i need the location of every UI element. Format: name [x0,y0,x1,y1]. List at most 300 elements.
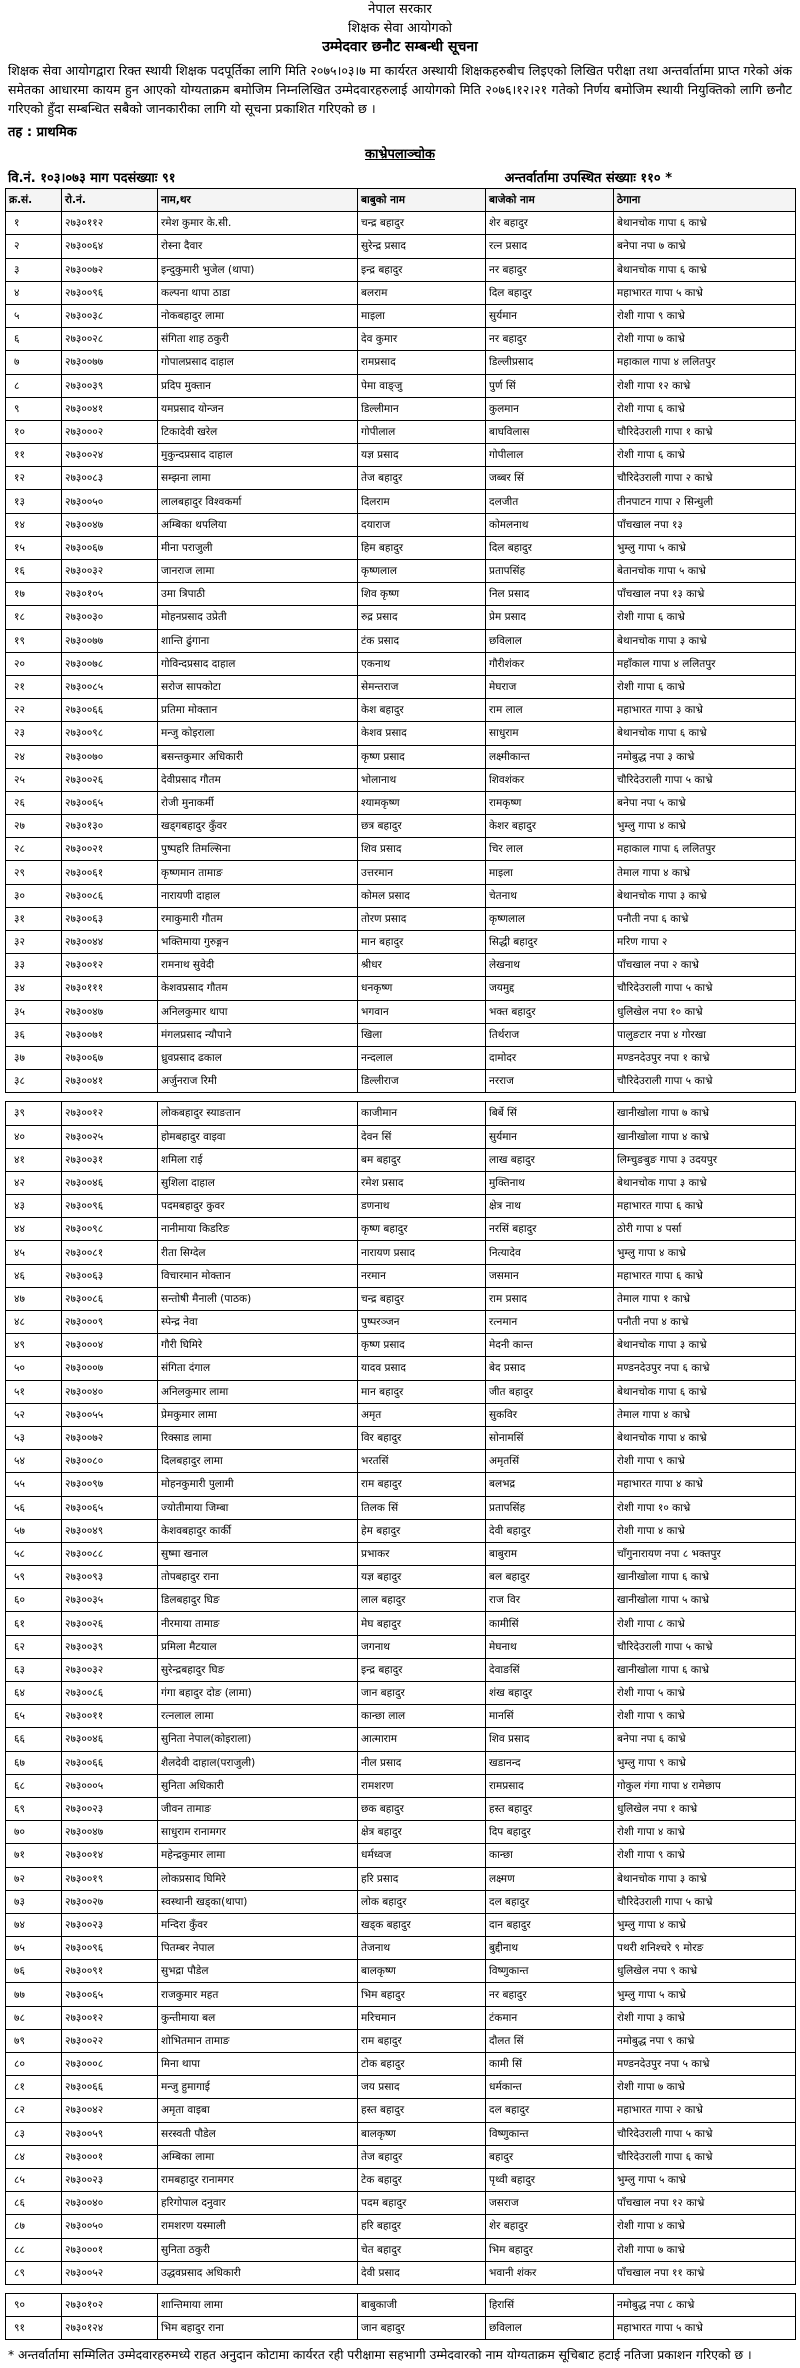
row-address: बेथानचोक गापा ६ काभ्रे [614,258,796,281]
row-roll: २७३००१२ [62,1102,158,1125]
row-name: खड्गबहादुर कुँवर [158,815,358,838]
row-roll: २७३००७२ [62,258,158,281]
table-row [6,1426,796,1449]
row-name: नीरमाया तामाङ [158,1612,358,1635]
row-grandfather: चिर लाल [486,838,614,861]
row-roll: २७३००८३ [62,467,158,490]
row-roll: २७३००६७ [62,1046,158,1069]
row-address: खानीखोला गापा ७ काभ्रे [614,1102,796,1125]
row-address: रोशी गापा ९ काभ्रे [614,1450,796,1473]
row-name: गोविन्दप्रसाद दाहाल [158,652,358,675]
row-serial: २४ [6,745,62,768]
row-father: प्रभाकर [358,1542,486,1565]
col-father: बाबुको नाम [358,189,486,212]
row-name: अनिलकुमार थापा [158,1000,358,1023]
row-roll: २७३००६४ [62,235,158,258]
row-grandfather: छविलाल [486,629,614,652]
row-roll: २७३००११ [62,1705,158,1728]
table-row [6,1241,796,1264]
row-name: ज्योतीमाया जिम्बा [158,1496,358,1519]
row-serial: ५३ [6,1426,62,1449]
row-name: भक्तिमाया गुरुङ्गन [158,931,358,954]
row-grandfather: जीत बहादुर [486,1380,614,1403]
row-father: श्यामकृष्ण [358,791,486,814]
row-address: खानीखोला गापा ४ काभ्रे [614,1125,796,1148]
row-grandfather: देवी बहादुर [486,1519,614,1542]
row-serial: ५२ [6,1403,62,1426]
row-name: मंगलप्रसाद न्यौपाने [158,1023,358,1046]
row-serial: ५४ [6,1450,62,1473]
table-row [6,2099,796,2122]
row-grandfather: नित्यादेव [486,1241,614,1264]
row-father: श्रीधर [358,954,486,977]
table-row [6,745,796,768]
table-row [6,1496,796,1519]
table-row [6,768,796,791]
row-father: सेमन्तराज [358,675,486,698]
row-name: स्वस्थानी खड्का(थापा) [158,1890,358,1913]
row-grandfather: हस्त बहादुर [486,1797,614,1820]
row-father: हेम बहादुर [358,1519,486,1542]
row-name: केशवप्रसाद गौतम [158,977,358,1000]
table-row [6,1635,796,1658]
col-name: नाम,थर [158,189,358,212]
row-serial: ६६ [6,1728,62,1751]
row-serial: ५१ [6,1380,62,1403]
row-roll: २७३००९७ [62,1473,158,1496]
row-grandfather: दलजीत [486,490,614,513]
row-grandfather: साधुराम [486,722,614,745]
row-roll: २७३००६१ [62,861,158,884]
row-serial: ९० [6,2293,62,2316]
table-row [6,1102,796,1125]
row-serial: ४० [6,1125,62,1148]
table-row [6,907,796,930]
row-roll: २७३००१४ [62,1844,158,1867]
row-address: भुम्लु गापा ४ काभ्रे [614,815,796,838]
row-father: रमेश प्रसाद [358,1171,486,1194]
candidate-table [5,188,796,2340]
row-grandfather: अमृतसिं [486,1450,614,1473]
row-name: पितम्बर नेपाल [158,1937,358,1960]
row-roll: २७३००८१ [62,1241,158,1264]
row-address: रोशी गापा ६ काभ्रे [614,606,796,629]
row-grandfather: बेद प्रसाद [486,1357,614,1380]
row-grandfather: माइला [486,861,614,884]
table-row [6,1218,796,1241]
table-row [6,884,796,907]
row-roll: २७३००५९ [62,2122,158,2145]
row-roll: २७३००६५ [62,791,158,814]
row-serial: १० [6,420,62,443]
table-row [6,1334,796,1357]
table-row [6,374,796,397]
row-name: शैलदेवी दाहाल(पराजुली) [158,1751,358,1774]
notice-intro: शिक्षक सेवा आयोगद्वारा रिक्त स्थायी शिक्षक पदपूर्तिका लागि मिति २०७५।०३।७ मा कार्यरत अस्थायी शिक्षकहरुबीच लिइएको लिखित परीक्षा तथा अन्तर्वार्तामा प्राप्त गरेको अंक समेतका आधारमा कायम हुन आएको योग्यताक्रम बमोजिम निम्नलिखित उम्मेदवारहरुलाई आयोगको मिति २०७६।१२।२१ गतेको निर्णय बमोजिम स्थायी नियुक्तिको लागि छनौट गरिएको हुँदा सम्बन्धित सबैको जानकारीका लागि यो सूचना प्रकाशित गरिएको छ । [8,63,792,116]
row-serial: २२ [6,699,62,722]
row-roll: २७३००२४ [62,444,158,467]
row-address: बेथानचोक गापा ४ काभ्रे [614,1426,796,1449]
row-father: मान बहादुर [358,931,486,954]
row-address: पाँचखाल नपा १३ [614,513,796,536]
row-roll: २७३००९६ [62,281,158,304]
row-father: इन्द्र बहादुर [358,1658,486,1681]
table-row [6,2122,796,2145]
row-address: रोशी गापा ९ काभ्रे [614,1705,796,1728]
table-row [6,1519,796,1542]
row-serial: ८८ [6,2238,62,2261]
row-father: खड्क बहादुर [358,1913,486,1936]
row-address: चौरिदेउराली गापा २ काभ्रे [614,467,796,490]
row-address: खानीखोला गापा ६ काभ्रे [614,1566,796,1589]
row-father: चन्द्र बहादुर [358,1287,486,1310]
row-father: कोमल प्रसाद [358,884,486,907]
row-serial: ७७ [6,1983,62,2006]
row-serial: ७२ [6,1867,62,1890]
row-grandfather: मेघनाथ [486,1635,614,1658]
table-row [6,1125,796,1148]
table-row [6,1913,796,1936]
row-father: आत्माराम [358,1728,486,1751]
row-serial: ९१ [6,2317,62,2340]
row-serial: ८ [6,374,62,397]
row-name: मन्जु हुमागाई [158,2076,358,2099]
row-name: नोकबहादुर लामा [158,304,358,327]
row-grandfather: डिल्लीप्रसाद [486,351,614,374]
table-section-gap [6,1093,796,1102]
table-row [6,1960,796,1983]
row-address: महाकाल गापा ४ ललितपुर [614,351,796,374]
row-address: रोशी गापा ६ काभ्रे [614,675,796,698]
row-name: सरस्वती पौडेल [158,2122,358,2145]
row-grandfather: गौरीशंकर [486,652,614,675]
table-body [6,212,796,2340]
row-roll: २७३००२७ [62,1890,158,1913]
row-address: पालुङटार नपा ४ गोरखा [614,1023,796,1046]
row-grandfather: दिप बहादुर [486,1821,614,1844]
row-father: बलराम [358,281,486,304]
row-serial: २५ [6,768,62,791]
row-grandfather: सुर्यमान [486,304,614,327]
row-grandfather: कुलमान [486,397,614,420]
row-address: मरिण गापा २ [614,931,796,954]
row-name: महेन्द्रकुमार लामा [158,1844,358,1867]
row-grandfather: प्रेम प्रसाद [486,606,614,629]
table-row [6,583,796,606]
row-address: रोशी गापा ६ काभ्रे [614,444,796,467]
row-serial: ५६ [6,1496,62,1519]
row-grandfather: दौलत सिं [486,2029,614,2052]
district-title: काभ्रेपलाञ्चोक [365,147,435,162]
notice-header [0,0,800,57]
row-father: केशव प्रसाद [358,722,486,745]
row-father: देव कुमार [358,328,486,351]
row-name: दिलबहादुर लामा [158,1450,358,1473]
notice-meta [8,168,792,186]
row-address: खानीखोला गापा ५ काभ्रे [614,1589,796,1612]
row-father: टेक बहादुर [358,2168,486,2191]
table-row [6,444,796,467]
row-name: अमृता वाइबा [158,2099,358,2122]
row-roll: २७३०००९ [62,1311,158,1334]
row-serial: ६७ [6,1751,62,1774]
row-grandfather: केशर बहादुर [486,815,614,838]
row-father: भिम बहादुर [358,1983,486,2006]
row-address: रोशी गापा ८ काभ्रे [614,1612,796,1635]
row-roll: २७३००१९ [62,1867,158,1890]
row-serial: ४८ [6,1311,62,1334]
row-address: बनेपा नपा ६ काभ्रे [614,1728,796,1751]
row-roll: २७३००४७ [62,513,158,536]
row-name: शोभितमान तामाङ [158,2029,358,2052]
row-father: रामशरण [358,1774,486,1797]
row-name: सुशिला दाहाल [158,1171,358,1194]
row-roll: २७३००२३ [62,1913,158,1936]
row-roll: २७३०००२ [62,420,158,443]
row-name: मीना पराजुली [158,536,358,559]
table-row [6,560,796,583]
row-name: संगिता दंगाल [158,1357,358,1380]
row-address: बेथानचोक गापा ३ काभ्रे [614,1867,796,1890]
row-roll: २७३००४१ [62,397,158,420]
row-father: देवन सिं [358,1125,486,1148]
row-grandfather: दिल बहादुर [486,281,614,304]
row-father: रामप्रसाद [358,351,486,374]
table-row [6,1542,796,1565]
row-roll: २७३०००१ [62,2238,158,2261]
table-row [6,281,796,304]
table-row [6,1070,796,1093]
row-address: भुम्लु गापा ९ काभ्रे [614,1751,796,1774]
row-name: सन्तोषी मैनाली (पाठक) [158,1287,358,1310]
row-serial: १ [6,212,62,235]
row-father: हस्त बहादुर [358,2099,486,2122]
row-roll: २७३००७१ [62,1023,158,1046]
row-grandfather: लाख बहादुर [486,1148,614,1171]
row-father: नारायण प्रसाद [358,1241,486,1264]
table-row [6,2261,796,2284]
row-father: तेजनाथ [358,1937,486,1960]
row-serial: ५९ [6,1566,62,1589]
row-roll: २७३०००५ [62,1774,158,1797]
row-roll: २७३००६३ [62,907,158,930]
row-serial: ४६ [6,1264,62,1287]
table-row [6,2238,796,2261]
row-address: महाभारत गापा ६ काभ्रे [614,1195,796,1218]
row-roll: २७३००४६ [62,1728,158,1751]
row-serial: ३३ [6,954,62,977]
row-serial: २६ [6,791,62,814]
row-serial: २९ [6,861,62,884]
row-roll: २७३००४६ [62,1171,158,1194]
row-address: बेथानचोक गापा ३ काभ्रे [614,629,796,652]
row-roll: २७३००१२ [62,954,158,977]
table-row [6,1937,796,1960]
row-name: रोजी मुनाकर्मी [158,791,358,814]
table-row [6,838,796,861]
row-address: गोकुल गंगा गापा ४ रामेछाप [614,1774,796,1797]
row-father: डिल्लीराज [358,1070,486,1093]
table-row [6,931,796,954]
row-name: बसन्तकुमार अधिकारी [158,745,358,768]
table-row [6,1682,796,1705]
row-roll: २७३००३८ [62,304,158,327]
row-father: शिव प्रसाद [358,838,486,861]
row-father: बालकृष्ण [358,1960,486,1983]
row-serial: १३ [6,490,62,513]
row-roll: २७३००४१ [62,1070,158,1093]
row-serial: २० [6,652,62,675]
row-father: खिला [358,1023,486,1046]
row-name: टिकादेवी खरेल [158,420,358,443]
row-father: जान बहादुर [358,2317,486,2340]
row-father: उत्तरमान [358,861,486,884]
row-grandfather: लेखनाथ [486,954,614,977]
row-serial: १६ [6,560,62,583]
row-grandfather: नरराज [486,1070,614,1093]
row-serial: ४४ [6,1218,62,1241]
row-serial: ७१ [6,1844,62,1867]
row-grandfather: नर बहादुर [486,1983,614,2006]
row-roll: २७३०००७ [62,1357,158,1380]
table-row [6,1566,796,1589]
row-name: रिक्साड लामा [158,1426,358,1449]
row-address: रोशी गापा ७ काभ्रे [614,328,796,351]
row-roll: २७३००२३ [62,1797,158,1820]
row-serial: ३९ [6,1102,62,1125]
row-serial: ८६ [6,2192,62,2215]
row-serial: ८३ [6,2122,62,2145]
row-grandfather: भवानी शंकर [486,2261,614,2284]
row-address: चौरिदेउराली गापा ५ काभ्रे [614,1890,796,1913]
row-roll: २७३००८६ [62,884,158,907]
row-roll: २७३००७० [62,745,158,768]
row-name: प्रतिमा मोक्तान [158,699,358,722]
row-address: ठोरी गापा ४ पर्सा [614,1218,796,1241]
row-address: पथरी शनिश्चरे ९ मोरङ [614,1937,796,1960]
row-name: अम्बिका लामा [158,2145,358,2168]
table-row [6,815,796,838]
col-roll: रो.नं. [62,189,158,212]
table-row [6,1774,796,1797]
row-grandfather: लक्ष्मण [486,1867,614,1890]
row-serial: ५७ [6,1519,62,1542]
row-grandfather: भिम बहादुर [486,2238,614,2261]
row-roll: २७३००६३ [62,1264,158,1287]
row-roll: २७३००३९ [62,374,158,397]
row-address: तेमाल गापा ४ काभ्रे [614,1403,796,1426]
row-address: चौरिदेउराली गापा ५ काभ्रे [614,1635,796,1658]
table-row [6,1844,796,1867]
row-address: तेमाल गापा १ काभ्रे [614,1287,796,1310]
row-roll: २७३००२१ [62,838,158,861]
row-serial: ५ [6,304,62,327]
row-grandfather: बाबुराम [486,1542,614,1565]
row-roll: २७३००२२ [62,2029,158,2052]
row-address: महाकाल गापा ६ ललितपुर [614,838,796,861]
row-roll: २७३००७७ [62,351,158,374]
row-roll: २७३००३० [62,606,158,629]
row-name: लोकबहादुर स्याङतान [158,1102,358,1125]
row-father: कान्छा लाल [358,1705,486,1728]
row-address: धुलिखेल नपा ९ काभ्रे [614,1960,796,1983]
row-address: रोशी गापा १० काभ्रे [614,1496,796,1519]
table-row [6,1357,796,1380]
row-roll: २७३०११२ [62,212,158,235]
row-serial: ३७ [6,1046,62,1069]
row-roll: २७३००६६ [62,2076,158,2099]
row-roll: २७३००६७ [62,536,158,559]
row-name: रमेश कुमार के.सी. [158,212,358,235]
row-serial: १७ [6,583,62,606]
row-roll: २७३०१२४ [62,2317,158,2340]
row-serial: ८२ [6,2099,62,2122]
row-serial: ६८ [6,1774,62,1797]
row-address: रोशी गापा ४ काभ्रे [614,1519,796,1542]
row-roll: २७३००४७ [62,1821,158,1844]
row-father: काजीमान [358,1102,486,1125]
notice-number: वि.नं. १०३।०७३ माग पदसंख्याः ९१ [8,171,176,186]
table-row [6,536,796,559]
table-row [6,351,796,374]
row-grandfather: लक्ष्मीकान्त [486,745,614,768]
row-name: तोपबहादुर राना [158,1566,358,1589]
row-serial: ७५ [6,1937,62,1960]
row-serial: ४३ [6,1195,62,1218]
row-grandfather: प्रतापसिंह [486,560,614,583]
row-roll: २७३००४० [62,2192,158,2215]
row-father: देवी प्रसाद [358,2261,486,2284]
row-roll: २७३००१२ [62,2006,158,2029]
row-address: बेथानचोक गापा ३ काभ्रे [614,1334,796,1357]
table-row [6,1000,796,1023]
table-row [6,2053,796,2076]
row-grandfather: चेतनाथ [486,884,614,907]
row-name: जानराज लामा [158,560,358,583]
row-grandfather: जब्बर सिं [486,467,614,490]
row-serial: ४७ [6,1287,62,1310]
row-father: डणनाथ [358,1195,486,1218]
row-grandfather: जसमान [486,1264,614,1287]
row-roll: २७३००२३ [62,2168,158,2191]
table-section-gap [6,2284,796,2293]
row-address: महाभारत गापा ५ काभ्रे [614,2317,796,2340]
row-address: चौरिदेउराली गापा १ काभ्रे [614,420,796,443]
row-grandfather: सुकविर [486,1403,614,1426]
row-address: बेथानचोक गापा ३ काभ्रे [614,1171,796,1194]
row-grandfather: भक्त बहादुर [486,1000,614,1023]
table-row [6,1867,796,1890]
row-name: अनिलकुमार लामा [158,1380,358,1403]
row-roll: २७३०००४ [62,1334,158,1357]
row-serial: ४१ [6,1148,62,1171]
row-father: मरिचमान [358,2006,486,2029]
row-father: पुष्परञ्जन [358,1311,486,1334]
table-row [6,1658,796,1681]
row-roll: २७३०१११ [62,977,158,1000]
row-father: चन्द्र बहादुर [358,212,486,235]
col-serial: क्र.सं. [6,189,62,212]
row-name: भिम बहादुर राना [158,2317,358,2340]
row-father: लाल बहादुर [358,1589,486,1612]
table-row [6,1171,796,1194]
row-name: विचारमान मोक्तान [158,1264,358,1287]
table-row [6,2029,796,2052]
row-name: डिलबहादुर घिङ [158,1589,358,1612]
row-address: रोशी गापा ९ काभ्रे [614,304,796,327]
row-name: सुनिता नेपाल(कोइराला) [158,1728,358,1751]
row-name: रामशरण यस्माली [158,2215,358,2238]
